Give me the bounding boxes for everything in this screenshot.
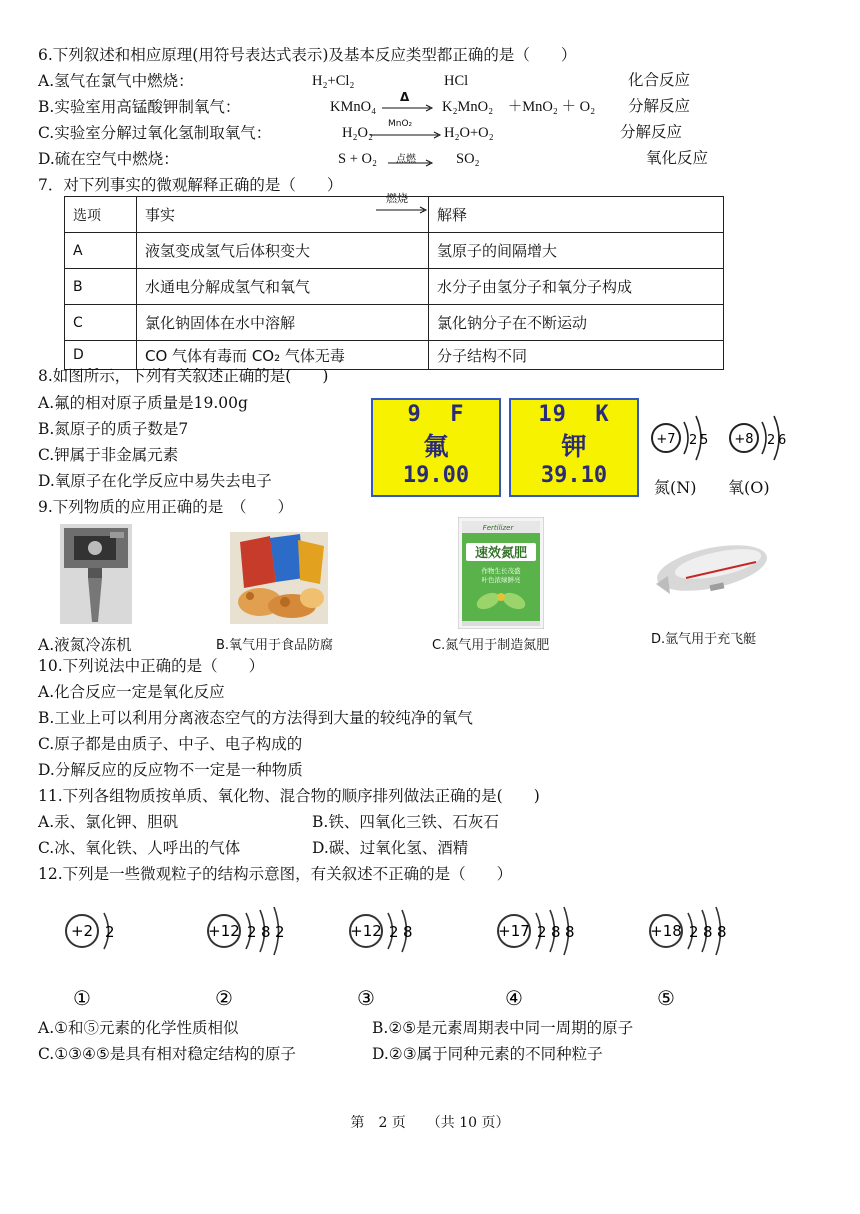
shell-electrons: 8	[551, 923, 561, 941]
nitrogen-label: 氮(N)	[654, 478, 697, 497]
shell-electrons: 5	[700, 433, 709, 448]
q6-c-reactants: H₂O₂	[342, 125, 374, 141]
atomic-number: 19	[538, 402, 567, 427]
q6-c-condition: MnO₂	[388, 119, 413, 129]
q6-stem: 6.下列叙述和相应原理(用符号表达式表示)及基本反应类型都正确的是（ ）	[38, 46, 577, 64]
nucleus-charge: +7	[656, 432, 676, 447]
q6-d-arrow	[388, 159, 434, 167]
table-row	[65, 305, 724, 341]
nucleus-charge: +8	[734, 432, 754, 447]
page-footer: 第 2 页 （共 10 页）	[350, 1115, 510, 1131]
table-cell: D	[65, 341, 137, 370]
q6-a-condition: 燃烧	[386, 192, 408, 205]
element-symbol: K	[595, 402, 610, 427]
q6-b-reactants: KMnO₄	[330, 99, 377, 115]
table-cell: B	[65, 269, 137, 305]
q11-option-d: D.碳、过氧化氢、酒精	[312, 839, 469, 857]
q7-table	[64, 196, 724, 370]
shell-electrons: 2	[389, 923, 399, 941]
shell-electrons: 8	[703, 923, 713, 941]
bag-brand: Fertilizer	[482, 524, 514, 532]
particle-diagram	[498, 907, 575, 1010]
q6-option-c-label: C.实验室分解过氧化氢制取氧气：	[38, 124, 272, 142]
q9-stem: 9.下列物质的应用正确的是 （ ）	[38, 498, 294, 516]
oxygen-label: 氧(O)	[728, 478, 770, 497]
atomic-mass: 19.00	[402, 463, 470, 488]
nitrogen-atom-diagram	[648, 410, 710, 466]
q10-stem: 10.下列说法中正确的是（ ）	[38, 657, 265, 675]
table-cell: 氯化钠分子在不断运动	[429, 305, 724, 341]
bag-sub1: 作物生长茂盛	[481, 567, 521, 575]
nucleus-charge: +12	[350, 922, 382, 940]
table-row	[65, 269, 724, 305]
particle-diagram	[350, 910, 413, 1010]
q9-caption-a: A.液氮冷冻机	[38, 636, 132, 654]
bag-title: 速效氮肥	[474, 546, 528, 561]
q10-option-c: C.原子都是由质子、中子、电子构成的	[38, 735, 303, 753]
shell-electrons: 8	[565, 923, 575, 941]
q9-caption-b: B.氧气用于食品防腐	[216, 638, 334, 653]
q6-option-d-label: D.硫在空气中燃烧：	[38, 150, 179, 168]
particle-label: ④	[505, 986, 523, 1010]
shell-electrons: 2	[247, 923, 257, 941]
q8-option-d: D.氧原子在化学反应中易失去电子	[38, 472, 272, 490]
q6-option-b-label: B.实验室用高锰酸钾制氧气：	[38, 98, 241, 116]
table-header-cell: 选项	[65, 197, 137, 233]
element-card-potassium	[509, 398, 639, 497]
table-header-row	[65, 197, 724, 233]
shell-electrons: 2	[105, 923, 115, 941]
q10-option-a: A.化合反应一定是氧化反应	[38, 683, 225, 701]
q11-option-c: C.冰、氧化铁、人呼出的气体	[38, 839, 241, 857]
particle-label: ②	[215, 986, 233, 1010]
liquid-nitrogen-freezer-image	[60, 524, 132, 624]
q7-stem: 7．对下列事实的微观解释正确的是（ ）	[38, 176, 343, 194]
q6-b-product: K₂MnO₂ ＋MnO₂ ＋ O₂	[442, 99, 596, 115]
shell-electrons: 2	[689, 433, 698, 448]
particle-label: ③	[357, 986, 375, 1010]
q8-option-b: B.氮原子的质子数是7	[38, 420, 189, 438]
airship-image	[646, 532, 770, 608]
table-row	[65, 233, 724, 269]
table-cell: 水通电分解成氢气和氧气	[137, 269, 429, 305]
table-cell: 液氢变成氢气后体积变大	[137, 233, 429, 269]
q6-a-type: 化合反应	[628, 71, 691, 89]
snack-food-image	[230, 532, 328, 624]
element-name: 氟	[423, 432, 449, 461]
table-cell: 氢原子的间隔增大	[429, 233, 724, 269]
q11-option-b: B.铁、四氧化三铁、石灰石	[312, 813, 499, 831]
q9-caption-c: C.氮气用于制造氮肥	[432, 638, 550, 653]
q6-b-type: 分解反应	[628, 97, 691, 115]
oxygen-atom-diagram	[726, 410, 788, 466]
q6-d-reactants: S + O₂	[338, 151, 378, 167]
particle-diagram	[650, 907, 727, 1010]
shell-electrons: 8	[261, 923, 271, 941]
table-cell: A	[65, 233, 137, 269]
q6-c-product: H₂O+O₂	[444, 125, 494, 141]
table-cell: CO 气体有毒而 CO₂ 气体无毒	[137, 341, 429, 370]
particle-label: ⑤	[657, 986, 675, 1010]
particle-diagram	[208, 907, 285, 1010]
q6-c-type: 分解反应	[620, 123, 683, 141]
particle-label: ①	[73, 986, 91, 1010]
q6-b-condition: Δ	[400, 90, 410, 104]
element-card-fluorine	[371, 398, 501, 497]
table-header-cell: 解释	[429, 197, 724, 233]
bag-sub2: 叶色浓绿鲜亮	[481, 576, 521, 584]
q6-a-product: HCl	[444, 73, 469, 89]
q9-caption-d: D.氩气用于充飞艇	[651, 632, 757, 647]
q12-option-b: B.②⑤是元素周期表中同一周期的原子	[372, 1019, 634, 1037]
q10-option-b: B.工业上可以利用分离液态空气的方法得到大量的较纯净的氧气	[38, 709, 473, 727]
q10-option-d: D.分解反应的反应物不一定是一种物质	[38, 761, 303, 779]
nucleus-charge: +2	[70, 922, 94, 940]
q12-stem: 12.下列是一些微观粒子的结构示意图，有关叙述不正确的是（ ）	[38, 865, 513, 883]
q11-option-a: A.汞、氯化钾、胆矾	[38, 813, 179, 831]
q12-option-d: D.②③属于同种元素的不同种粒子	[372, 1045, 603, 1063]
q12-particle-diagrams	[40, 895, 800, 1015]
shell-electrons: 8	[717, 923, 727, 941]
shell-electrons: 2	[767, 433, 776, 448]
q12-option-a: A.①和⑤元素的化学性质相似	[38, 1019, 239, 1037]
element-name: 钾	[561, 432, 587, 461]
particle-diagram	[66, 913, 115, 1010]
atomic-number: 9	[407, 402, 422, 427]
q8-stem: 8.如图所示，下列有关叙述正确的是( )	[38, 367, 329, 385]
nucleus-charge: +12	[208, 922, 240, 940]
table-cell: 氯化钠固体在水中溶解	[137, 305, 429, 341]
atomic-mass: 39.10	[540, 463, 608, 488]
shell-electrons: 6	[778, 433, 787, 448]
nitrogen-fertilizer-bag-image	[458, 517, 544, 629]
table-cell: 水分子由氢分子和氧分子构成	[429, 269, 724, 305]
q6-d-condition: 点燃	[396, 154, 416, 165]
q6-option-a-label: A.氢气在氯气中燃烧：	[38, 72, 194, 90]
nucleus-charge: +18	[650, 922, 682, 940]
q6-d-type: 氧化反应	[646, 149, 709, 167]
q8-option-a: A.氟的相对原子质量是19.00g	[38, 394, 248, 412]
table-header-cell: 事实	[137, 197, 429, 233]
shell-electrons: 8	[403, 923, 413, 941]
q8-option-c: C.钾属于非金属元素	[38, 446, 179, 464]
q11-stem: 11.下列各组物质按单质、氧化物、混合物的顺序排列做法正确的是( )	[38, 787, 540, 805]
element-symbol: F	[450, 402, 465, 427]
shell-electrons: 2	[275, 923, 285, 941]
q6-b-arrow	[382, 104, 434, 112]
shell-electrons: 2	[689, 923, 699, 941]
q6-a-reactants: H₂+Cl₂	[312, 73, 355, 89]
nucleus-charge: +17	[498, 922, 530, 940]
table-cell: 分子结构不同	[429, 341, 724, 370]
q6-c-arrow	[370, 131, 442, 139]
table-cell: C	[65, 305, 137, 341]
shell-electrons: 2	[537, 923, 547, 941]
q12-option-c: C.①③④⑤是具有相对稳定结构的原子	[38, 1045, 296, 1063]
q6-d-product: SO₂	[456, 151, 480, 167]
